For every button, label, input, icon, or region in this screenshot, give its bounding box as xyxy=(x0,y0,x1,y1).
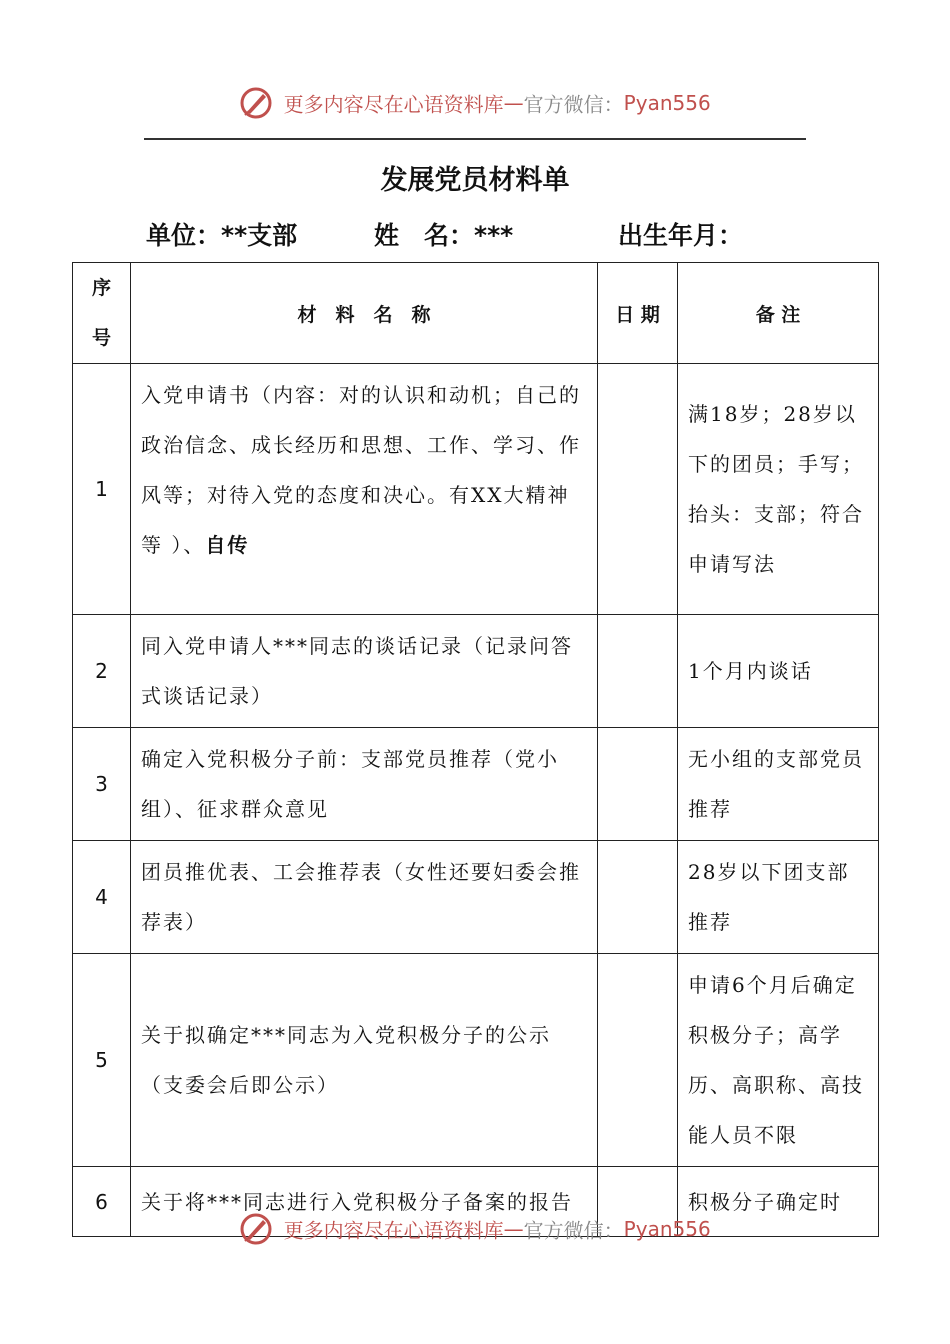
banner-dash: — xyxy=(503,91,524,115)
birth-label: 出生年月： xyxy=(618,221,744,250)
row-index: 5 xyxy=(73,954,131,1167)
header-banner xyxy=(0,86,950,120)
row-index: 6 xyxy=(73,1167,131,1237)
birth-field xyxy=(618,216,743,252)
row-index: 1 xyxy=(73,364,131,615)
banner-text: 更多内容尽在心语资料库 xyxy=(283,92,504,117)
quill-logo-icon xyxy=(239,1212,273,1246)
row-material: 关于将***同志进行入党积极分子备案的报告 xyxy=(131,1167,598,1237)
footer-banner xyxy=(0,1212,950,1246)
row-date xyxy=(598,841,678,954)
materials-table xyxy=(72,262,879,1237)
name-field xyxy=(374,216,513,252)
banner-wechat-label: 官方微信： xyxy=(523,1218,624,1243)
table-row xyxy=(73,615,879,728)
row-note: 申请6个月后确定积极分子；高学历、高职称、高技能人员不限 xyxy=(678,954,879,1167)
header-rule xyxy=(144,138,806,140)
table-row xyxy=(73,841,879,954)
row-note: 1个月内谈话 xyxy=(678,615,879,728)
row-material: 关于拟确定***同志为入党积极分子的公示（支委会后即公示） xyxy=(131,954,598,1167)
row-material: 确定入党积极分子前：支部党员推荐（党小组）、征求群众意见 xyxy=(131,728,598,841)
row-material: 团员推优表、工会推荐表（女性还要妇委会推荐表） xyxy=(131,841,598,954)
table-row xyxy=(73,954,879,1167)
row-note: 无小组的支部党员推荐 xyxy=(678,728,879,841)
page-title: 发展党员材料单 xyxy=(380,165,570,196)
row-date xyxy=(598,954,678,1167)
row-material: 入党申请书（内容：对的认识和动机；自己的政治信念、成长经历和思想、工作、学习、作风等；对待入党的态度和决心。有XX大精神等 ）、自传 xyxy=(131,364,598,615)
row-note: 满18岁；28岁以下的团员；手写；抬头：支部；符合申请写法 xyxy=(678,364,879,615)
row-date xyxy=(598,615,678,728)
header-index: 序 号 xyxy=(73,263,131,364)
banner-wechat-id: Pyan556 xyxy=(623,1217,711,1241)
header-note: 备 注 xyxy=(678,263,879,364)
row-index: 2 xyxy=(73,615,131,728)
row-date xyxy=(598,728,678,841)
banner-text: 更多内容尽在心语资料库 xyxy=(283,1218,504,1243)
row-material: 同入党申请人***同志的谈话记录（记录问答式谈话记录） xyxy=(131,615,598,728)
table-row xyxy=(73,728,879,841)
table-header-row xyxy=(73,263,879,364)
row-index: 3 xyxy=(73,728,131,841)
banner-wechat-label: 官方微信： xyxy=(523,92,624,117)
unit-value: **支部 xyxy=(221,221,298,250)
quill-logo-icon xyxy=(239,86,273,120)
name-value: *** xyxy=(474,221,514,250)
unit-label: 单位： xyxy=(146,221,222,250)
row-note: 积极分子确定时 xyxy=(678,1167,879,1237)
row-date xyxy=(598,364,678,615)
name-label: 姓 名： xyxy=(374,221,475,250)
row-note: 28岁以下团支部推荐 xyxy=(678,841,879,954)
header-material: 材 料 名 称 xyxy=(131,263,598,364)
banner-wechat-id: Pyan556 xyxy=(623,91,711,115)
unit-field xyxy=(146,216,297,252)
header-date: 日 期 xyxy=(598,263,678,364)
table-row xyxy=(73,364,879,615)
banner-dash: — xyxy=(503,1217,524,1241)
row-index: 4 xyxy=(73,841,131,954)
